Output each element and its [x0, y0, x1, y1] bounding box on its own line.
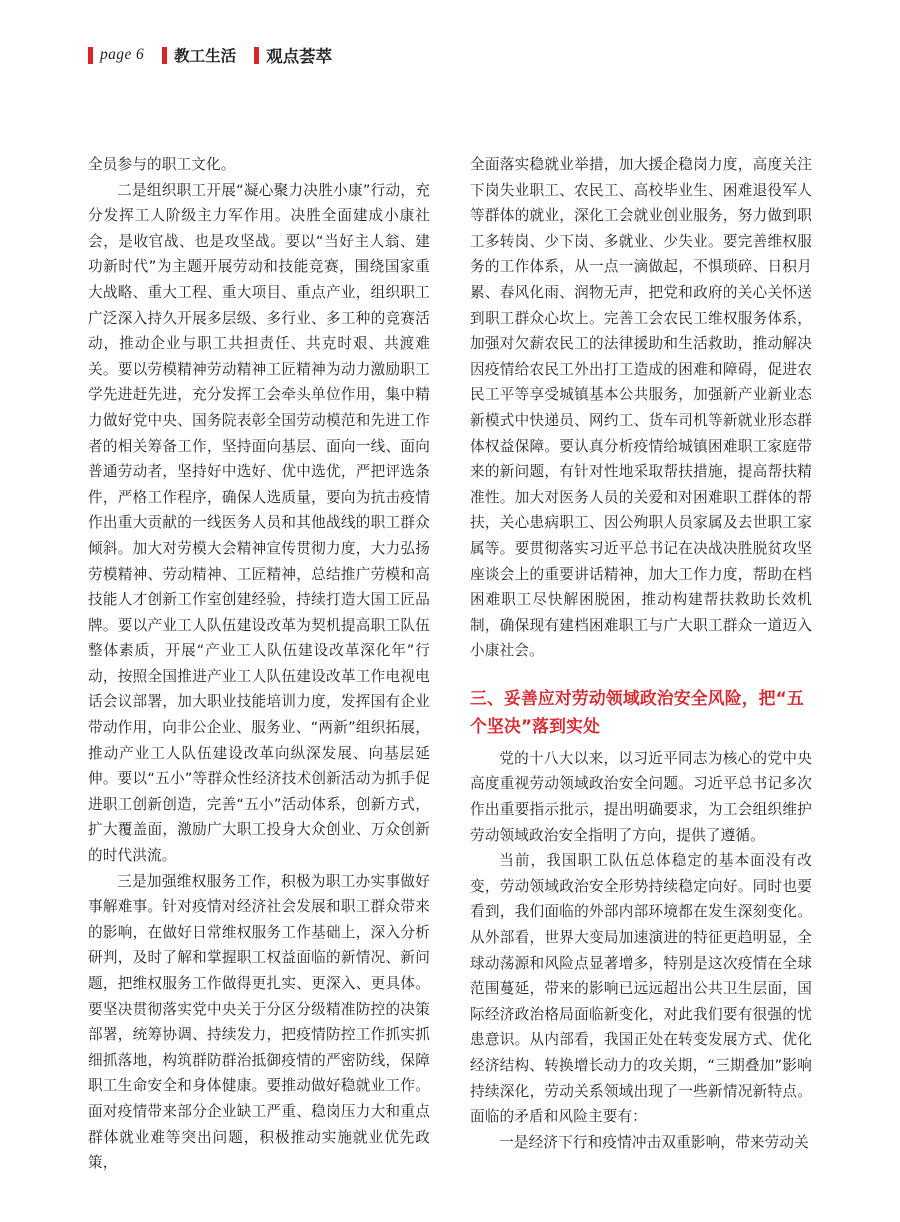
header-accent-bar-left [88, 47, 93, 64]
header-accent-bar-middle [162, 47, 167, 64]
body-columns [88, 152, 812, 1176]
right-column [470, 152, 812, 1176]
section-secondary-label: 观点荟萃 [266, 47, 333, 66]
page-header [88, 42, 332, 68]
left-column [88, 152, 430, 1176]
section-heading: 三、妥善应对劳动领域政治安全风险，把“五个坚决”落到实处 [470, 687, 804, 736]
paragraph: 二是组织职工开展“凝心聚力决胜小康”行动，充分发挥工人阶级主力军作用。决胜全面建成小康社会，是收官战、也是攻坚战。要以“当好主人翁、建功新时代”为主题开展劳动和技能竞赛，围绕国家重大战略、重大工程、重大项目、重点产业，组织职工广泛深入持久开展多层级、多行业、多工种的竞赛活动，推动企业与职工共担责任、共克时艰、共渡难关。要以劳模精神劳动精神工匠精神为动力激励职工学先进赶先进，充分发挥工会牵头单位作用，集中精力做好党中央、国务院表彰全国劳动模范和先进工作者的相关筹备工作，坚持面向基层、面向一线、面向普通劳动者，坚持好中选好、优中选优，严把评选条件，严格工作程序，确保人选质量，要向为抗击疫情作出重大贡献的一线医务人员和其他战线的职工群众倾斜。加大对劳模大会精神宣传贯彻力度，大力弘扬劳模精神、劳动精神、工匠精神，总结推广劳模和高技能人才创新工作室创建经验，持续打造大国工匠品牌。要以产业工人队伍建设改革为契机提高职工队伍整体素质，开展“产业工人队伍建设改革深化年”行动，按照全国推进产业工人队伍建设改革工作电视电话会议部署，加大职业技能培训力度，发挥国有企业带动作用，向非公企业、服务业、“两新”组织拓展，推动产业工人队伍建设改革向纵深发展、向基层延伸。要以“五小”等群众性经济技术创新活动为抓手促进职工创新创造，完善“五小”活动体系，创新方式，扩大覆盖面，激励广大职工投身大众创业、万众创新的时代洪流。 [88, 181, 430, 865]
paragraph: 三是加强维权服务工作，积极为职工办实事做好事解难事。针对疫情对经济社会发展和职工群众带来的影响，在做好日常维权服务工作基础上，深入分析研判，及时了解和掌握职工权益面临的新情况、新问题，把维权服务工作做得更扎实、更深入、更具体。要坚决贯彻落实党中央关于分区分级精准防控的决策部署，统筹协调、持续发力，把疫情防控工作抓实抓细抓落地，构筑群防群治抵御疫情的严密防线，保障职工生命安全和身体健康。要推动做好稳就业工作。面对疫情带来部分企业缺工严重、稳岗压力大和重点群体就业难等突出问题，积极推动实施就业优先政策， [88, 872, 430, 1172]
section-primary-label: 教工生活 [174, 47, 237, 65]
header-accent-bar-right [254, 47, 259, 64]
paragraph: 一是经济下行和疫情冲击双重影响，带来劳动关 [499, 1133, 809, 1151]
page-number-label: page 6 [100, 46, 145, 63]
paragraph: 全员参与的职工文化。 [88, 156, 236, 173]
paragraph: 当前，我国职工队伍总体稳定的基本面没有改变，劳动领域政治安全形势持续稳定向好。同时也要看到，我们面临的外部内部环境都在发生深刻变化。从外部看，世界大变局加速演进的特征更趋明显，全球动荡源和风险点显著增多，特别是这次疫情在全球范围蔓延，带来的影响已远远超出公共卫生层面，国际经济政治格局面临新变化，对此我们要有很强的忧患意识。从内部看，我国正处在转变发展方式、优化经济结构、转换增长动力的攻关期，“三期叠加”影响持续深化，劳动关系领域出现了一些新情况新特点。面临的矛盾和风险主要有： [470, 852, 812, 1126]
paragraph: 党的十八大以来，以习近平同志为核心的党中央高度重视劳动领域政治安全问题。习近平总书记多次作出重要指示批示，提出明确要求，为工会组织维护劳动领域政治安全指明了方向，提供了遵循。 [470, 749, 812, 844]
paragraph: 全面落实稳就业举措，加大援企稳岗力度，高度关注下岗失业职工、农民工、高校毕业生、困难退役军人等群体的就业，深化工会就业创业服务，努力做到职工多转岗、少下岗、多就业、少失业。要完善维权服务的工作体系，从一点一滴做起，不惧琐碎、日积月累、春风化雨、润物无声，把党和政府的关心关怀送到职工群众心坎上。完善工会农民工维权服务体系，加强对欠薪农民工的法律援助和生活救助，推动解决因疫情给农民工外出打工造成的困难和障碍，促进农民工平等享受城镇基本公共服务，加强新产业新业态新模式中快递员、网约工、货车司机等新就业形态群体权益保障。要认真分析疫情给城镇困难职工家庭带来的新问题，有针对性地采取帮扶措施，提高帮扶精准性。加大对医务人员的关爱和对困难职工群体的帮扶，关心患病职工、因公殉职人员家属及去世职工家属等。要贯彻落实习近平总书记在决战决胜脱贫攻坚座谈会上的重要讲话精神，加大工作力度，帮助在档困难职工尽快解困脱困，推动构建帮扶救助长效机制，确保现有建档困难职工与广大职工群众一道迈入小康社会。 [470, 156, 812, 660]
